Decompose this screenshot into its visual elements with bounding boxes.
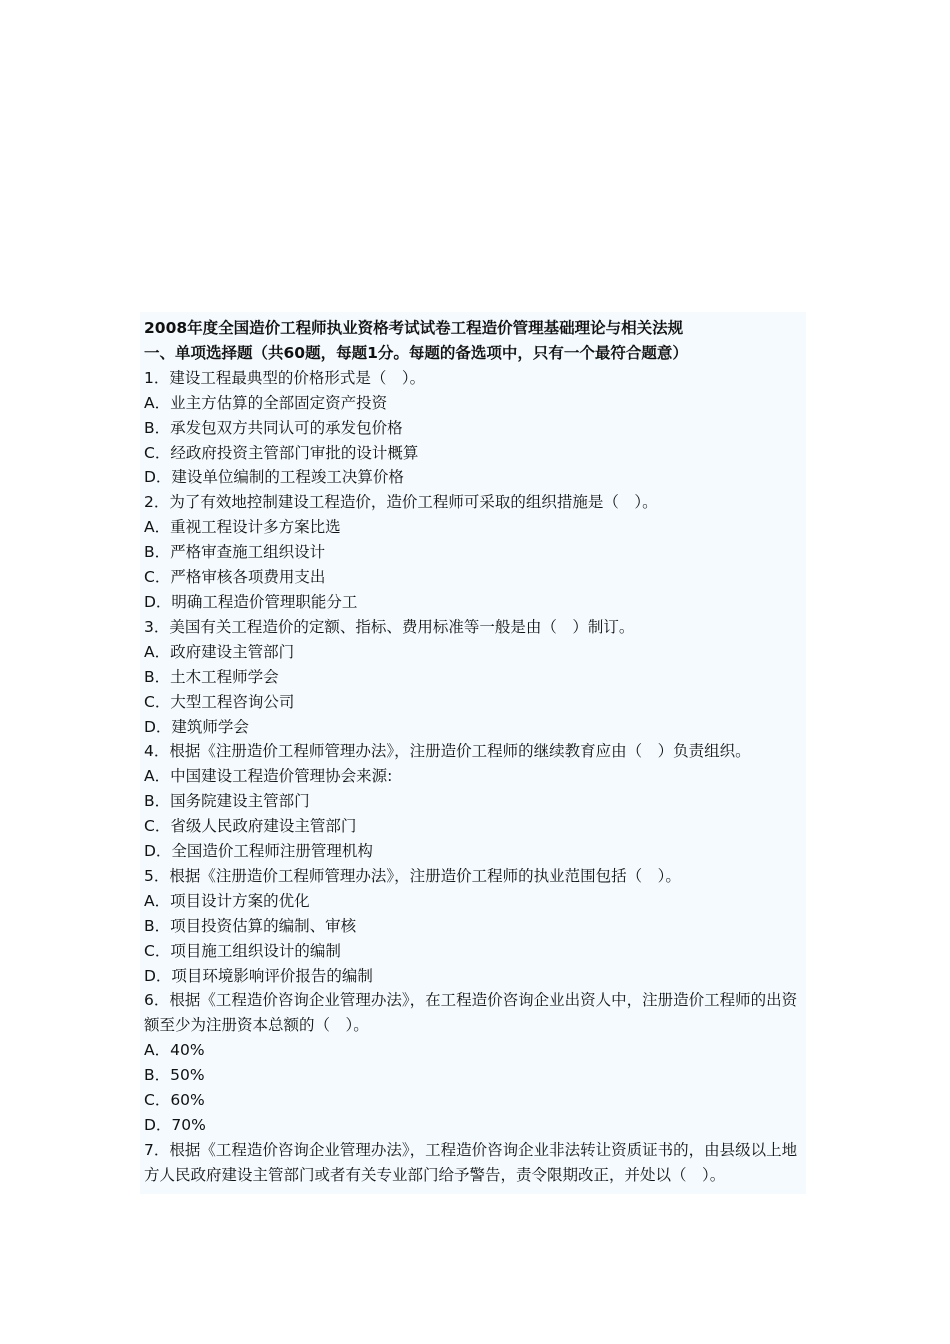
question-stem: 5．根据《注册造价工程师管理办法》，注册造价工程师的执业范围包括（ ）。 [144,866,681,885]
question-6 [144,988,806,1137]
question-stem: 3．美国有关工程造价的定额、指标、费用标准等一般是由（ ）制订。 [144,617,635,636]
option-b: B．国务院建设主管部门 [144,792,310,811]
option-c: C．项目施工组织设计的编制 [144,941,341,960]
option-c: C．严格审核各项费用支出 [144,568,326,587]
document-title: 2008年度全国造价工程师执业资格考试试卷工程造价管理基础理论与相关法规 [144,319,684,337]
option-a: A．项目设计方案的优化 [144,891,310,910]
option-a: A．业主方估算的全部固定资产投资 [144,393,388,412]
option-c: C．经政府投资主管部门审批的设计概算 [144,443,419,462]
option-d: D．项目环境影响评价报告的编制 [144,966,373,985]
option-b: B．项目投资估算的编制、审核 [144,916,357,935]
option-d: D．明确工程造价管理职能分工 [144,592,358,611]
question-stem: 4．根据《注册造价工程师管理办法》，注册造价工程师的继续教育应由（ ）负责组织。 [144,742,751,761]
option-d: D．全国造价工程师注册管理机构 [144,842,373,861]
document-body [140,312,806,1194]
question-stem: 6．根据《工程造价咨询企业管理办法》，在工程造价咨询企业出资人中，注册造价工程师的出资额至少为注册资本总额的（ ）。 [144,991,798,1035]
question-5 [144,864,806,989]
option-b: B．严格审查施工组织设计 [144,543,326,562]
question-3 [144,615,806,740]
option-c: C．省级人民政府建设主管部门 [144,817,357,836]
question-4 [144,739,806,864]
option-d: D．建筑师学会 [144,717,249,736]
option-c: C．大型工程咨询公司 [144,692,295,711]
question-stem: 2．为了有效地控制建设工程造价，造价工程师可采取的组织措施是（ ）。 [144,493,658,512]
option-d: D．建设单位编制的工程竣工决算价格 [144,468,404,487]
question-2 [144,490,806,615]
question-stem: 7．根据《工程造价咨询企业管理办法》，工程造价咨询企业非法转让资质证书的，由县级以上地方人民政府建设主管部门或者有关专业部门给予警告，责令限期改正，并处以（ ）。 [144,1140,798,1184]
question-7 [144,1138,806,1188]
option-a: A．政府建设主管部门 [144,642,295,661]
question-stem: 1．建设工程最典型的价格形式是（ ）。 [144,368,426,387]
option-b: B．承发包双方共同认可的承发包价格 [144,418,403,437]
option-a: A．中国建设工程造价管理协会来源: [144,767,393,786]
option-a: A．重视工程设计多方案比选 [144,518,341,537]
option-b: B．土木工程师学会 [144,667,279,686]
option-a: A．40% [144,1041,205,1060]
option-b: B．50% [144,1066,205,1085]
question-1 [144,366,806,491]
option-c: C．60% [144,1091,205,1110]
section-heading: 一、单项选择题（共60题，每题1分。每题的备选项中，只有一个最符合题意） [144,343,688,362]
option-d: D．70% [144,1116,206,1134]
